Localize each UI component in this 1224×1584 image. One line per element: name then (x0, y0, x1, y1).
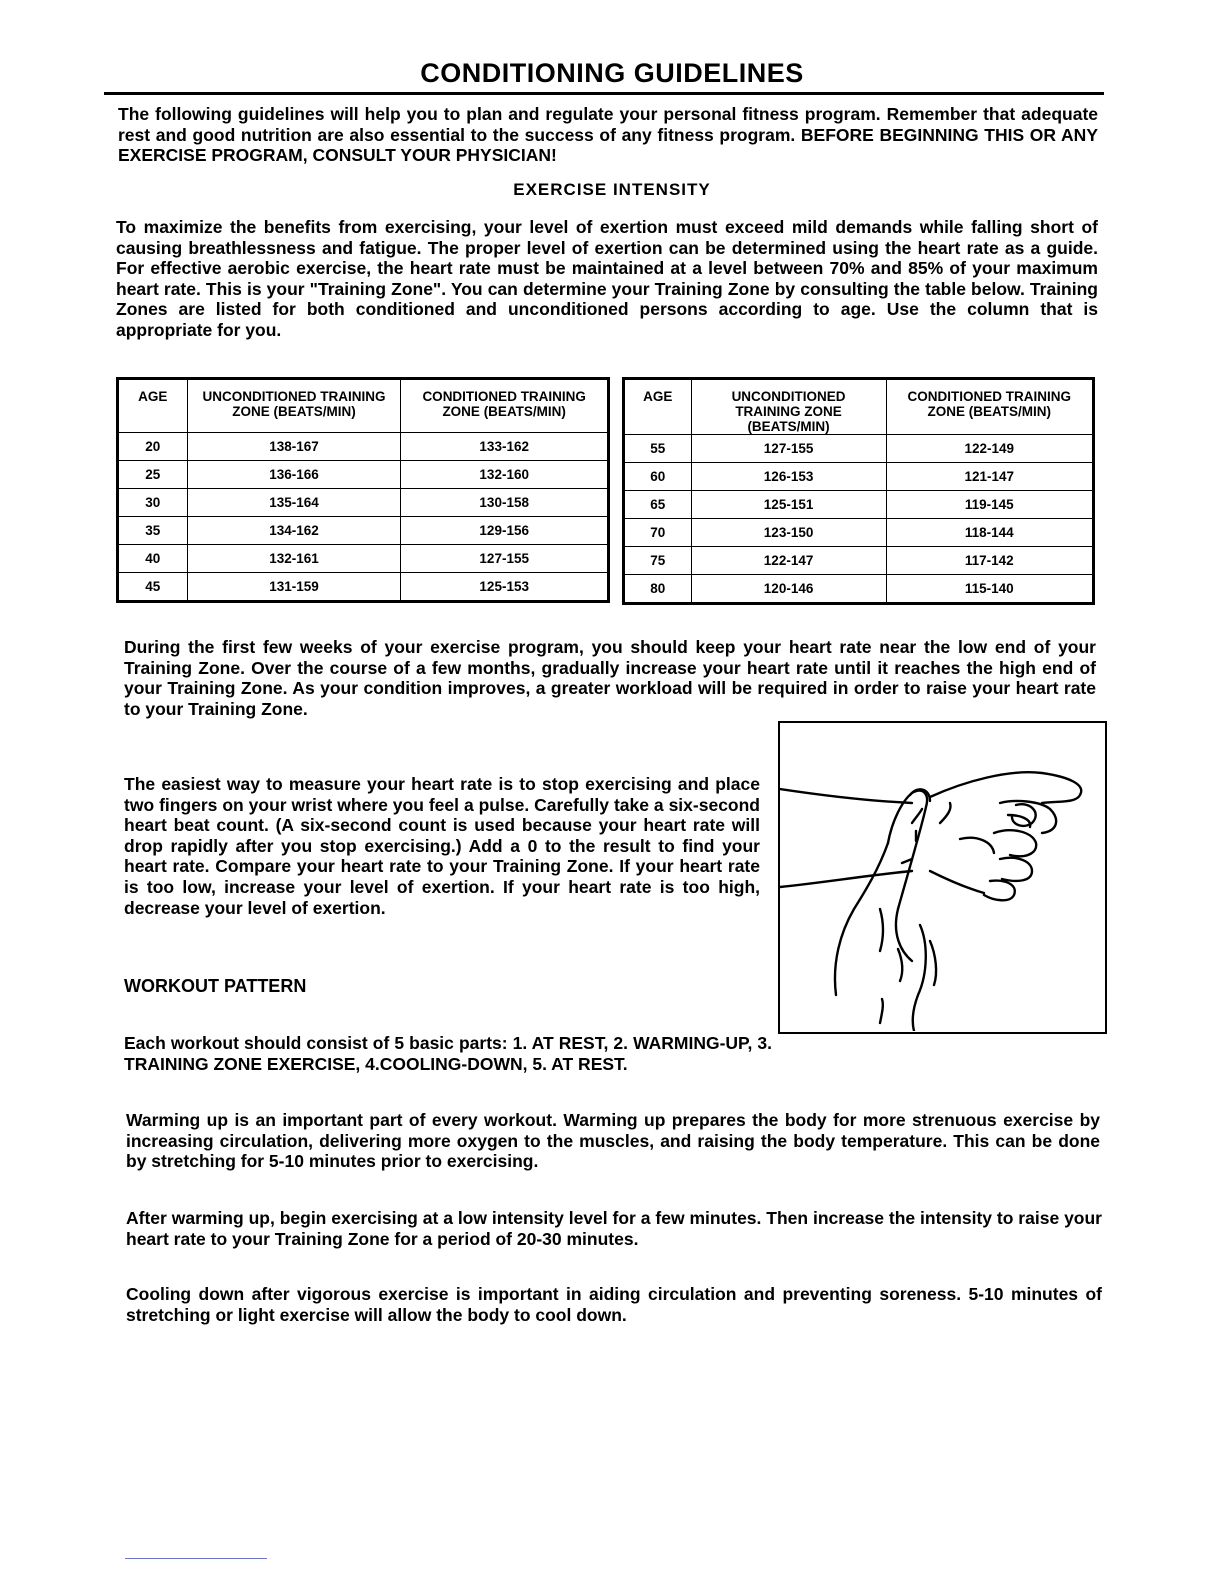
conditioned-zone-cell: 129-156 (401, 517, 609, 545)
page-title: CONDITIONING GUIDELINES (420, 58, 804, 88)
unconditioned-zone-cell: 138-167 (187, 433, 401, 461)
conditioned-zone-cell: 132-160 (401, 461, 609, 489)
training-zone-paragraph: During the first few weeks of your exercise program, you should keep your heart rate near the low end of your Training Zone. Over the course of a few months, gradually increase your heart rate until it reaches the high end of your Training Zone. As your condition improves, a greater workload will be required in order to raise your heart rate to your Training Zone. (124, 637, 1096, 719)
cooldown-paragraph: Cooling down after vigorous exercise is important in aiding circulation and preventing soreness. 5-10 minutes of stretching or light exercise will allow the body to cool down. (126, 1284, 1102, 1325)
unconditioned-zone-cell: 120-146 (691, 575, 886, 604)
table-row (624, 575, 1094, 604)
conditioned-zone-cell: 127-155 (401, 545, 609, 573)
table-header-conditioned: CONDITIONED TRAINING ZONE (BEATS/MIN) (401, 379, 609, 433)
unconditioned-zone-cell: 123-150 (691, 519, 886, 547)
unconditioned-zone-cell: 122-147 (691, 547, 886, 575)
workout-pattern-heading: WORKOUT PATTERN (124, 976, 307, 996)
age-cell: 55 (624, 435, 692, 463)
heart-rate-table-left (116, 377, 610, 603)
warmup-paragraph: Warming up is an important part of every workout. Warming up prepares the body for more strenuous exercise by increasing circulation, delivering more oxygen to the muscles, and raising the body temperature. This can be done by stretching for 5-10 minutes prior to exercising. (126, 1110, 1100, 1172)
wrist-pulse-icon (780, 723, 1104, 1031)
measure-heart-rate-paragraph: The easiest way to measure your heart rate is to stop exercising and place two fingers on your wrist where you feel a pulse. Carefully take a six-second heart beat count. (A six-second count is used because your heart rate will drop rapidly after you stop exercising.) Add a 0 to the result to find your heart rate. Compare your heart rate to your Training Zone. If your heart rate is too low, increase your level of exertion. If your heart rate is too high, decrease your level of exertion. (124, 774, 760, 918)
conditioned-zone-cell: 121-147 (886, 463, 1093, 491)
title-rule (104, 92, 1104, 95)
conditioned-zone-cell: 118-144 (886, 519, 1093, 547)
age-cell: 30 (118, 489, 188, 517)
heart-rate-table-right (622, 377, 1095, 605)
age-cell: 35 (118, 517, 188, 545)
conditioned-zone-cell: 130-158 (401, 489, 609, 517)
section-heading-exercise-intensity: EXERCISE INTENSITY (513, 180, 711, 199)
table-row (624, 519, 1094, 547)
unconditioned-zone-cell: 125-151 (691, 491, 886, 519)
table-row (624, 491, 1094, 519)
unconditioned-zone-cell: 131-159 (187, 573, 401, 602)
unconditioned-zone-cell: 134-162 (187, 517, 401, 545)
intro-paragraph: The following guidelines will help you to plan and regulate your personal fitness program. Remember that adequate rest and good nutrition are also essential to the success of any fitness program. BEFORE BEGINNING THIS OR ANY EXERCISE PROGRAM, CONSULT YOUR PHYSICIAN! (118, 104, 1098, 166)
intensity-paragraph: To maximize the benefits from exercising, your level of exertion must exceed mild demands while falling short of causing breathlessness and fatigue. The proper level of exertion can be determined using the heart rate as a guide. For effective aerobic exercise, the heart rate must be maintained at a level between 70% and 85% of your maximum heart rate. This is your "Training Zone". You can determine your Training Zone by consulting the table below. Training Zones are listed for both conditioned and unconditioned persons according to age. Use the column that is appropriate for you. (116, 217, 1098, 340)
table-header-unconditioned: UNCONDITIONED TRAINING ZONE (BEATS/MIN) (691, 379, 886, 435)
table-row (624, 547, 1094, 575)
unconditioned-zone-cell: 132-161 (187, 545, 401, 573)
age-cell: 60 (624, 463, 692, 491)
age-cell: 70 (624, 519, 692, 547)
table-row (118, 433, 609, 461)
table-row (118, 517, 609, 545)
conditioned-zone-cell: 117-142 (886, 547, 1093, 575)
age-cell: 65 (624, 491, 692, 519)
conditioned-zone-cell: 115-140 (886, 575, 1093, 604)
footer-rule (125, 1558, 267, 1559)
age-cell: 45 (118, 573, 188, 602)
conditioned-zone-cell: 122-149 (886, 435, 1093, 463)
age-cell: 25 (118, 461, 188, 489)
unconditioned-zone-cell: 135-164 (187, 489, 401, 517)
table-row (118, 461, 609, 489)
workout-parts-paragraph: Each workout should consist of 5 basic parts: 1. AT REST, 2. WARMING-UP, 3. TRAINING ZONE EXERCISE, 4.COOLING-DOWN, 5. AT REST. (124, 1033, 772, 1074)
age-cell: 20 (118, 433, 188, 461)
age-cell: 40 (118, 545, 188, 573)
table-row (624, 463, 1094, 491)
table-row (118, 573, 609, 602)
age-cell: 80 (624, 575, 692, 604)
pulse-check-illustration (778, 721, 1107, 1034)
conditioned-zone-cell: 119-145 (886, 491, 1093, 519)
conditioned-zone-cell: 133-162 (401, 433, 609, 461)
conditioned-zone-cell: 125-153 (401, 573, 609, 602)
table-row (118, 545, 609, 573)
age-cell: 75 (624, 547, 692, 575)
unconditioned-zone-cell: 126-153 (691, 463, 886, 491)
table-header-conditioned: CONDITIONED TRAINING ZONE (BEATS/MIN) (886, 379, 1093, 435)
table-row (624, 435, 1094, 463)
unconditioned-zone-cell: 127-155 (691, 435, 886, 463)
after-warmup-paragraph: After warming up, begin exercising at a low intensity level for a few minutes. Then increase the intensity to raise your heart rate to your Training Zone for a period of 20-30 minutes. (126, 1208, 1102, 1249)
unconditioned-zone-cell: 136-166 (187, 461, 401, 489)
table-header-age: AGE (624, 379, 692, 435)
table-row (118, 489, 609, 517)
table-header-age: AGE (118, 379, 188, 433)
table-header-unconditioned: UNCONDITIONED TRAINING ZONE (BEATS/MIN) (187, 379, 401, 433)
